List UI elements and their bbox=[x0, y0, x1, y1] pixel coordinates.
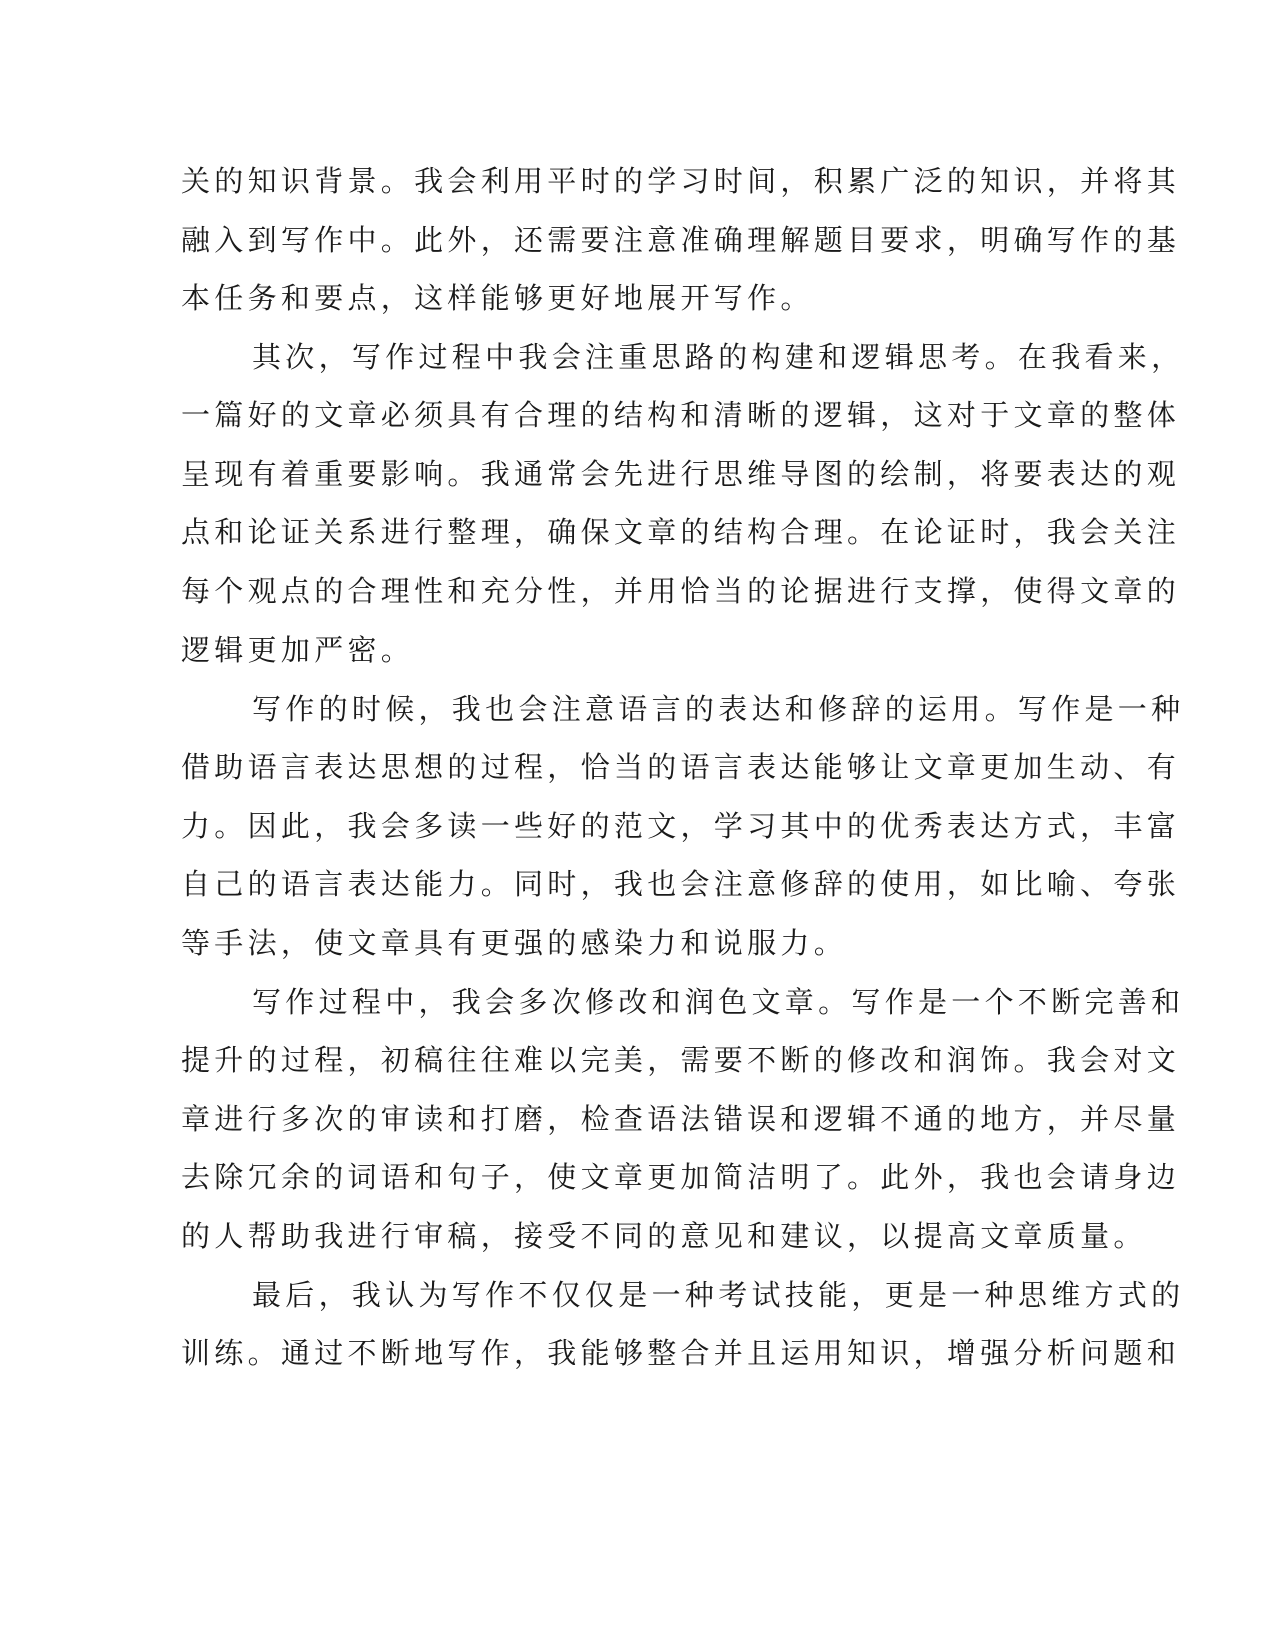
text-line: 本任务和要点，这样能够更好地展开写作。 bbox=[181, 281, 814, 315]
paragraph-first-line: 最后，我认为写作不仅仅是一种考试技能，更是一种思维方式的 bbox=[252, 1278, 1185, 1312]
text-line: 一篇好的文章必须具有合理的结构和清晰的逻辑，这对于文章的整体 bbox=[181, 398, 1181, 432]
paragraph-first-line: 写作过程中，我会多次修改和润色文章。写作是一个不断完善和 bbox=[252, 985, 1185, 1019]
text-line: 去除冗余的词语和句子，使文章更加简洁明了。此外，我也会请身边 bbox=[181, 1160, 1181, 1194]
paragraph-first-line: 写作的时候，我也会注意语言的表达和修辞的运用。写作是一种 bbox=[252, 692, 1185, 726]
text-line: 呈现有着重要影响。我通常会先进行思维导图的绘制，将要表达的观 bbox=[181, 457, 1181, 491]
text-line: 自己的语言表达能力。同时，我也会注意修辞的使用，如比喻、夸张 bbox=[181, 867, 1181, 901]
text-line: 的人帮助我进行审稿，接受不同的意见和建议，以提高文章质量。 bbox=[181, 1219, 1147, 1253]
text-line: 借助语言表达思想的过程，恰当的语言表达能够让文章更加生动、有 bbox=[181, 750, 1181, 784]
text-line: 提升的过程，初稿往往难以完美，需要不断的修改和润饰。我会对文 bbox=[181, 1043, 1181, 1077]
text-line: 力。因此，我会多读一些好的范文，学习其中的优秀表达方式，丰富 bbox=[181, 809, 1181, 843]
text-line: 每个观点的合理性和充分性，并用恰当的论据进行支撑，使得文章的 bbox=[181, 574, 1181, 608]
text-line: 章进行多次的审读和打磨，检查语法错误和逻辑不通的地方，并尽量 bbox=[181, 1102, 1181, 1136]
text-line: 逻辑更加严密。 bbox=[181, 633, 415, 667]
text-line: 训练。通过不断地写作，我能够整合并且运用知识，增强分析问题和 bbox=[181, 1336, 1181, 1370]
text-line: 融入到写作中。此外，还需要注意准确理解题目要求，明确写作的基 bbox=[181, 223, 1181, 257]
paragraph-first-line: 其次，写作过程中我会注重思路的构建和逻辑思考。在我看来， bbox=[252, 340, 1185, 374]
text-line: 关的知识背景。我会利用平时的学习时间，积累广泛的知识，并将其 bbox=[181, 164, 1181, 198]
text-line: 点和论证关系进行整理，确保文章的结构合理。在论证时，我会关注 bbox=[181, 515, 1181, 549]
text-line: 等手法，使文章具有更强的感染力和说服力。 bbox=[181, 926, 848, 960]
